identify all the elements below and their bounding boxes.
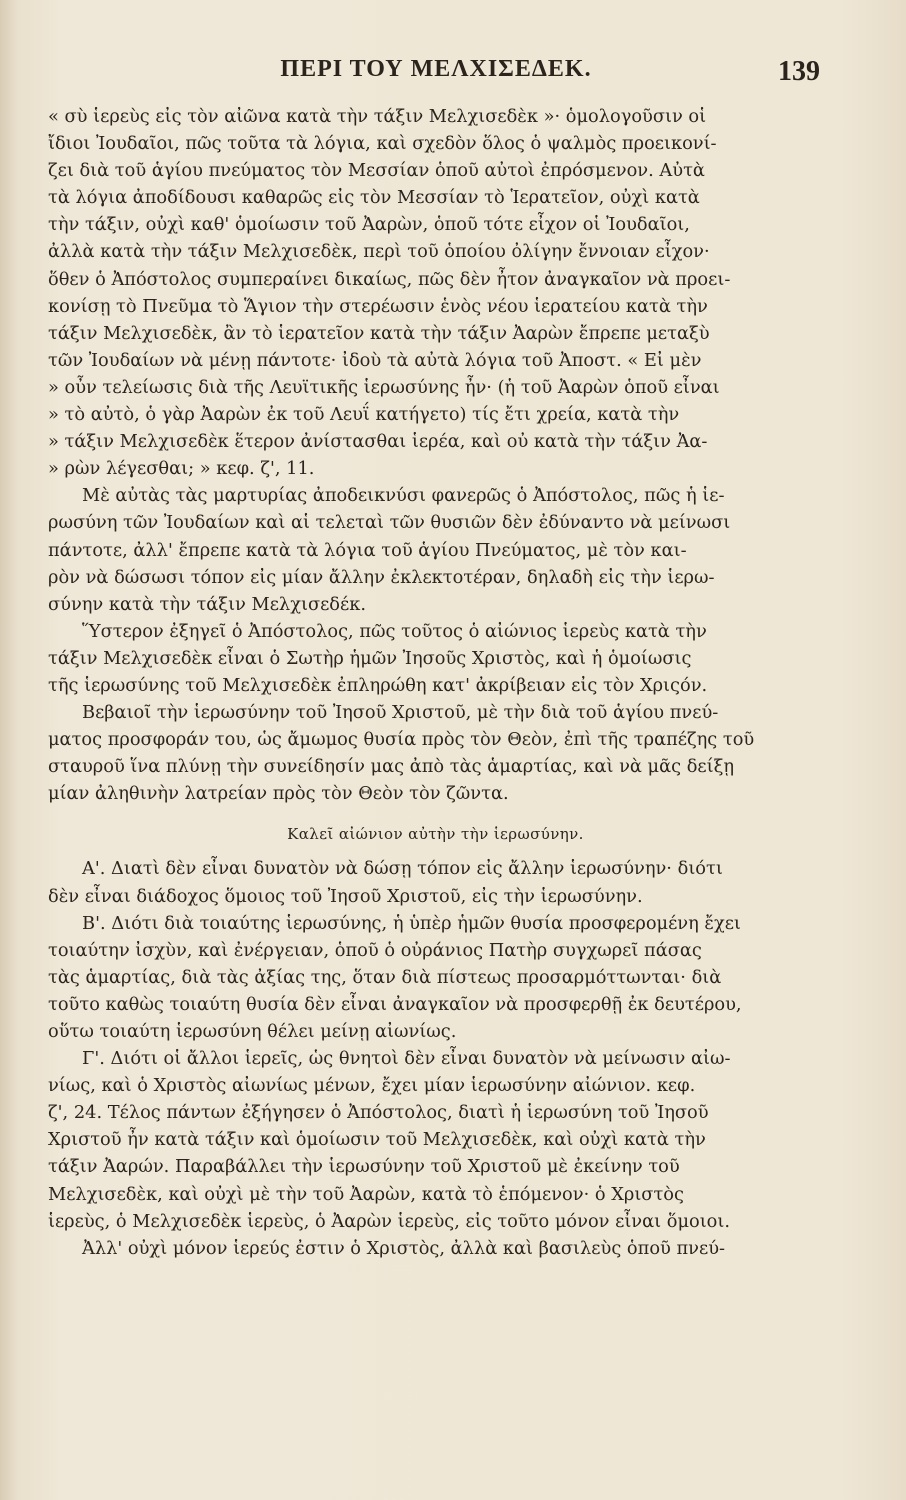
text-line: νίως, καὶ ὁ Χριστὸς αἰωνίως μένων, ἔχει μίαν ἱερωσύνην αἰώνιον. κεφ. <box>48 1075 696 1097</box>
text-line: ζ', 24. Τέλος πάντων ἐξήγησεν ὁ Ἀπόστολος, διατὶ ἡ ἱερωσύνη τοῦ Ἰησοῦ <box>48 1102 709 1124</box>
text-line: » οὖν τελείωσις διὰ τῆς Λευϊτικῆς ἱερωσύνης ἦν· (ἡ τοῦ Ἀαρὼν ὁποῦ εἶναι <box>48 376 720 398</box>
text-line: πάντοτε, ἀλλ' ἔπρεπε κατὰ τὰ λόγια τοῦ ἁγίου Πνεύματος, μὲ τὸν και- <box>48 539 687 561</box>
text-line: ἴδιοι Ἰουδαῖοι, πῶς τοῦτα τὰ λόγια, καὶ σχεδὸν ὅλος ὁ ψαλμὸς προεικονί- <box>48 133 717 155</box>
text-line: οὕτω τοιαύτη ἱερωσύνη θέλει μείνῃ αἰωνίως. <box>48 1021 457 1042</box>
running-head: ΠΕΡΙ ΤΟΥ ΜΕΛΧΙΣΕΔΕΚ. <box>280 56 592 82</box>
text-line: » τὸ αὐτὸ, ὁ γὰρ Ἀαρὼν ἐκ τοῦ Λευΐ κατήγετο) τίς ἔτι χρεία, κατὰ τὴν <box>48 404 680 426</box>
text-line: Μελχισεδὲκ, καὶ οὐχὶ μὲ τὴν τοῦ Ἀαρὼν, κατὰ τὸ ἑπόμενον· ὁ Χριστὸς <box>48 1183 684 1205</box>
text-line: « σὺ ἱερεὺς εἰς τὸν αἰῶνα κατὰ τὴν τάξιν Μελχισεδὲκ »· ὁμολογοῦσιν οἱ <box>48 106 707 127</box>
page-header <box>52 56 820 96</box>
body-text <box>48 103 823 1262</box>
text-line: τοῦτο καθὼς τοιαύτη θυσία δὲν εἶναι ἀναγκαῖον νὰ προσφερθῇ ἐκ δευτέρου, <box>48 993 742 1015</box>
text-line: τὰ λόγια ἀποδίδουσι καθαρῶς εἰς τὸν Μεσσίαν τὸ Ἱερατεῖον, οὐχὶ κατὰ <box>48 187 700 209</box>
text-line: δὲν εἶναι διάδοχος ὅμοιος τοῦ Ἰησοῦ Χριστοῦ, εἰς τὴν ἱερωσύνην. <box>48 885 643 907</box>
text-line: τὰς ἁμαρτίας, διὰ τὰς ἀξίας της, ὅταν διὰ πίστεως προσαρμόττωνται· διὰ <box>48 966 722 988</box>
text-line: ἀλλὰ κατὰ τὴν τάξιν Μελχισεδὲκ, περὶ τοῦ ὁποίου ὀλίγην ἔννοιαν εἶχον· <box>48 241 710 263</box>
text-line: τάξιν Ἀαρών. Παραβάλλει τὴν ἱερωσύνην τοῦ Χριστοῦ μὲ ἐκείνην τοῦ <box>48 1156 680 1178</box>
text-line: Γ'. Διότι οἱ ἄλλοι ἱερεῖς, ὡς θνητοὶ δὲν εἶναι δυνατὸν νὰ μείνωσιν αἰω- <box>82 1048 731 1070</box>
text-line-last: Ἀλλ' οὐχὶ μόνον ἱερεύς ἐστιν ὁ Χριστὸς, ἀλλὰ καὶ βασιλεὺς ὁποῦ πνεύ- <box>82 1237 726 1259</box>
section-subheading: Καλεῖ αἰώνιον αὐτὴν τὴν ἱερωσύνην. <box>287 825 584 844</box>
point-b <box>48 910 823 1045</box>
text-line: Χριστοῦ ἦν κατὰ τάξιν καὶ ὁμοίωσιν τοῦ Μελχισεδὲκ, καὶ οὐχὶ κατὰ τὴν <box>48 1129 706 1151</box>
text-line: τὴν τάξιν, οὐχὶ καθ' ὁμοίωσιν τοῦ Ἀαρὼν, ὁποῦ τότε εἶχον οἱ Ἰουδαῖοι, <box>48 214 690 236</box>
text-line: σταυροῦ ἵνα πλύνῃ τὴν συνείδησίν μας ἀπὸ τὰς ἁμαρτίας, καὶ νὰ μᾶς δείξῃ <box>48 756 735 778</box>
point-a <box>48 855 823 909</box>
text-line: ὅθεν ὁ Ἀπόστολος συμπεραίνει δικαίως, πῶς δὲν ἦτον ἀναγκαῖον νὰ προει- <box>48 268 731 290</box>
page-number: 139 <box>778 56 820 87</box>
text-line: τοιαύτην ἰσχὺν, καὶ ἐνέργειαν, ὁποῦ ὁ οὐράνιος Πατὴρ συγχωρεῖ πάσας <box>48 939 702 961</box>
text-line: Μὲ αὐτὰς τὰς μαρτυρίας ἀποδεικνύσι φανερῶς ὁ Ἀπόστολος, πῶς ἡ ἱε- <box>82 485 725 507</box>
text-line: τάξιν Μελχισεδὲκ, ἂν τὸ ἱερατεῖον κατὰ τὴν τάξιν Ἀαρὼν ἔπρεπε μεταξὺ <box>48 322 710 344</box>
text-line: τάξιν Μελχισεδὲκ εἶναι ὁ Σωτὴρ ἡμῶν Ἰησοῦς Χριστὸς, καὶ ἡ ὁμοίωσις <box>48 647 692 669</box>
text-line: Ὕστερον ἐξηγεῖ ὁ Ἀπόστολος, πῶς τοῦτος ὁ αἰώνιος ἱερεὺς κατὰ τὴν <box>82 620 707 642</box>
paragraph-4 <box>48 699 823 807</box>
text-line: τῶν Ἰουδαίων νὰ μένῃ πάντοτε· ἰδοὺ τὰ αὐτὰ λόγια τοῦ Ἀποστ. « Εἰ μὲν <box>48 349 702 371</box>
text-line: σύνην κατὰ τὴν τάξιν Μελχισεδέκ. <box>48 593 366 615</box>
paragraph-2 <box>48 482 823 617</box>
text-line: ρωσύνη τῶν Ἰουδαίων καὶ αἱ τελεταὶ τῶν θυσιῶν δὲν ἐδύναντο νὰ μείνωσι <box>48 512 731 534</box>
text-line: » τάξιν Μελχισεδὲκ ἕτερον ἀνίστασθαι ἱερέα, καὶ οὐ κατὰ τὴν τάξιν Ἀα- <box>48 431 708 453</box>
text-line: ρὸν νὰ δώσωσι τόπον εἰς μίαν ἄλλην ἐκλεκτοτέραν, δηλαδὴ εἰς τὴν ἱερω- <box>48 566 715 588</box>
text-line: ἱερεὺς, ὁ Μελχισεδὲκ ἱερεὺς, ὁ Ἀαρὼν ἱερεὺς, εἰς τοῦτο μόνον εἶναι ὅμοιοι. <box>48 1210 731 1232</box>
paragraph-1 <box>48 103 823 482</box>
paragraph-3 <box>48 618 823 699</box>
text-line: Βεβαιοῖ τὴν ἱερωσύνην τοῦ Ἰησοῦ Χριστοῦ, μὲ τὴν διὰ τοῦ ἁγίου πνεύ- <box>82 702 719 724</box>
text-line: Β'. Διότι διὰ τοιαύτης ἱερωσύνης, ἡ ὑπὲρ ἡμῶν θυσία προσφερομένη ἔχει <box>82 912 741 934</box>
text-line: τῆς ἱερωσύνης τοῦ Μελχισεδὲκ ἐπληρώθη κατ' ἀκρίβειαν εἰς τὸν Χριςόν. <box>48 674 708 696</box>
text-line: ματος προσφοράν του, ὡς ἄμωμος θυσία πρὸς τὸν Θεὸν, ἐπὶ τῆς τραπέζης τοῦ <box>48 729 755 751</box>
text-line: κονίσῃ τὸ Πνεῦμα τὸ Ἅγιον τὴν στερέωσιν ἑνὸς νέου ἱερατείου κατὰ τὴν <box>48 295 708 317</box>
text-line: Α'. Διατὶ δὲν εἶναι δυνατὸν νὰ δώσῃ τόπον εἰς ἄλλην ἱερωσύνην· διότι <box>82 858 723 880</box>
text-line: μίαν ἀληθινὴν λατρείαν πρὸς τὸν Θεὸν τὸν ζῶντα. <box>48 783 509 805</box>
text-line: » ρὼν λέγεσθαι; » κεφ. ζ', 11. <box>48 458 315 480</box>
text-line: ζει διὰ τοῦ ἁγίου πνεύματος τὸν Μεσσίαν ὁποῦ αὐτοὶ ἐπρόσμενον. Αὐτὰ <box>48 160 705 182</box>
point-c <box>48 1045 823 1235</box>
